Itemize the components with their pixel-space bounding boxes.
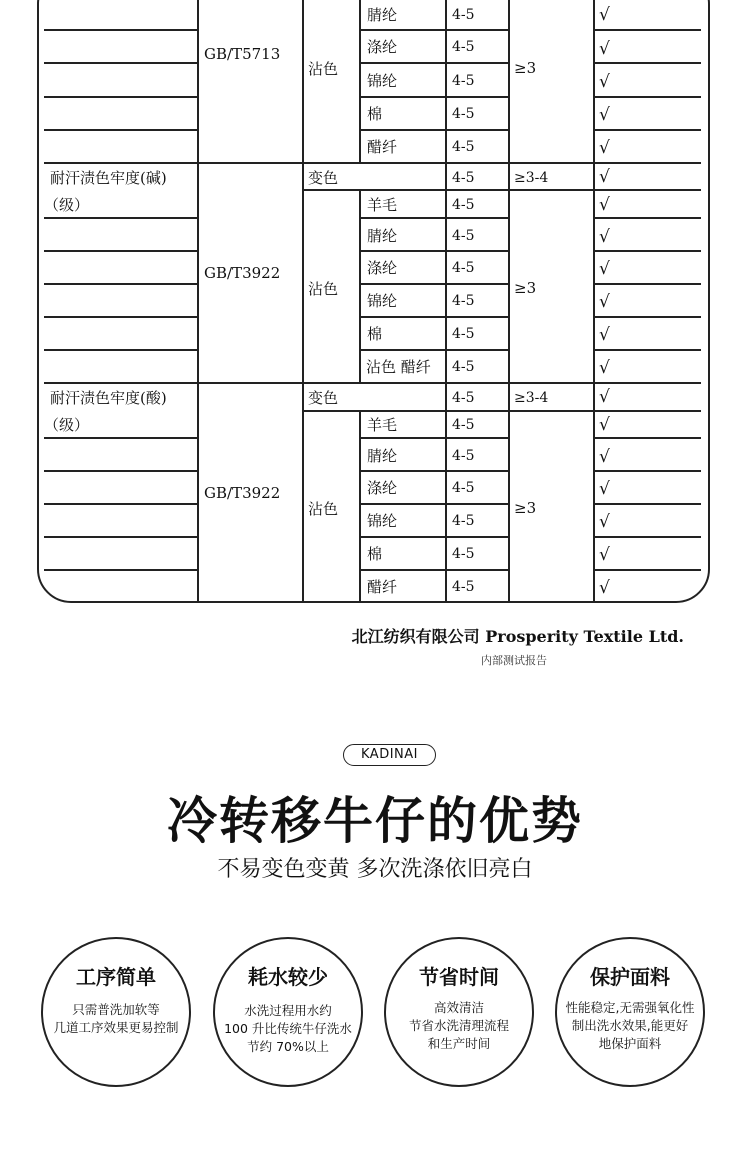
row-line: [44, 283, 198, 285]
row-line: [359, 316, 509, 318]
company-name: 北江纺织有限公司 Prosperity Textile Ltd.: [351, 627, 684, 646]
report-subtitle: 内部测试报告: [481, 654, 547, 667]
grade-value: 4-5: [452, 293, 475, 309]
row-line: [593, 437, 701, 439]
grade-value: 4-5: [452, 546, 475, 562]
fiber-name: 棉: [367, 545, 383, 563]
feature-line: 节省水洗清理流程: [408, 1018, 509, 1033]
stain-label: 沾色: [308, 280, 339, 298]
fiber-name: 羊毛: [367, 416, 398, 434]
row-line: [44, 217, 198, 219]
row-line: [44, 250, 198, 252]
grade-value: 4-5: [452, 170, 475, 186]
pass-check: √: [599, 358, 610, 378]
section-subheadline: 不易变色变黄 多次洗涤依旧亮白: [217, 857, 533, 882]
col-line: [359, 0, 361, 162]
row-line: [44, 96, 198, 98]
test-item-label: 耐汗渍色牢度(碱): [50, 169, 167, 187]
feature-circle-water: [213, 937, 363, 1087]
grade-value: 4-5: [452, 260, 475, 276]
requirement-value: ≥3: [514, 59, 537, 77]
row-line: [359, 349, 509, 351]
feature-line: 节约 70%以上: [247, 1039, 329, 1054]
pass-check: √: [599, 167, 610, 187]
col-line: [445, 0, 447, 603]
row-line: [44, 503, 198, 505]
grade-value: 4-5: [452, 139, 475, 155]
row-line: [359, 470, 509, 472]
feature-line: 性能稳定,无需强氧化性: [565, 1000, 695, 1015]
grade-value: 4-5: [452, 480, 475, 496]
standard-code: GB/T3922: [204, 264, 281, 282]
row-line: [44, 536, 198, 538]
pass-check: √: [599, 447, 610, 467]
feature-description: [39, 1001, 193, 1037]
row-line: [593, 470, 701, 472]
fiber-name: 羊毛: [367, 196, 398, 214]
color-change-label: 变色: [308, 169, 339, 187]
pass-check: √: [599, 227, 610, 247]
row-line: [359, 437, 509, 439]
row-line: [593, 29, 701, 31]
grade-value: 4-5: [452, 448, 475, 464]
pass-check: √: [599, 292, 610, 312]
row-line: [44, 437, 198, 439]
feature-description: [211, 1002, 365, 1056]
row-line: [359, 283, 509, 285]
feature-title: 耗水较少: [248, 965, 328, 989]
feature-line: 只需普洗加软等: [72, 1002, 160, 1017]
pass-check: √: [599, 545, 610, 565]
grade-value: 4-5: [452, 326, 475, 342]
row-line: [44, 316, 198, 318]
grade-value: 4-5: [452, 39, 475, 55]
requirement-value: ≥3-4: [514, 170, 549, 186]
feature-line: 地保护面料: [598, 1036, 662, 1051]
pass-check: √: [599, 415, 610, 435]
section-line: [44, 382, 701, 384]
col-line: [197, 0, 199, 603]
feature-circle-process: [41, 937, 191, 1087]
row-line: [44, 62, 198, 64]
fiber-name: 棉: [367, 325, 383, 343]
pass-check: √: [599, 578, 610, 598]
row-line: [44, 569, 198, 571]
feature-title: 工序简单: [76, 965, 156, 989]
feature-circle-time: [384, 937, 534, 1087]
standard-code: GB/T3922: [204, 484, 281, 502]
section-line: [44, 162, 701, 164]
row-line: [44, 349, 198, 351]
pass-check: √: [599, 105, 610, 125]
fiber-name: 涤纶: [367, 259, 398, 277]
row-line: [302, 410, 701, 412]
row-line: [359, 250, 509, 252]
feature-line: 100 升比传统牛仔洗水: [224, 1021, 352, 1036]
row-line: [593, 96, 701, 98]
unit-label: （级）: [44, 196, 90, 214]
fiber-name: 棉: [367, 105, 383, 123]
pass-check: √: [599, 72, 610, 92]
pass-check: √: [599, 138, 610, 158]
grade-value: 4-5: [452, 359, 475, 375]
grade-value: 4-5: [452, 579, 475, 595]
row-line: [593, 349, 701, 351]
fiber-name: 腈纶: [367, 447, 398, 465]
unit-label: （级）: [44, 416, 90, 434]
row-line: [302, 189, 701, 191]
row-line: [44, 129, 198, 131]
stain-label: 沾色: [308, 500, 339, 518]
row-line: [593, 283, 701, 285]
col-line: [302, 0, 304, 603]
feature-line: 几道工序效果更易控制: [53, 1020, 179, 1035]
row-line: [593, 250, 701, 252]
row-line: [359, 96, 509, 98]
grade-value: 4-5: [452, 197, 475, 213]
fiber-name: 涤纶: [367, 38, 398, 56]
row-line: [593, 536, 701, 538]
feature-description: [553, 999, 707, 1053]
color-change-label: 变色: [308, 389, 339, 407]
row-line: [44, 470, 198, 472]
grade-value: 4-5: [452, 228, 475, 244]
row-line: [593, 62, 701, 64]
section-headline: 冷转移牛仔的优势: [167, 792, 583, 850]
row-line: [593, 316, 701, 318]
requirement-value: ≥3: [514, 499, 537, 517]
pass-check: √: [599, 5, 610, 25]
grade-value: 4-5: [452, 106, 475, 122]
grade-value: 4-5: [452, 513, 475, 529]
row-line: [44, 29, 198, 31]
row-line: [359, 536, 509, 538]
fiber-name: 腈纶: [367, 6, 398, 24]
fiber-name: 锦纶: [367, 72, 398, 90]
row-line: [359, 503, 509, 505]
requirement-value: ≥3-4: [514, 390, 549, 406]
row-line: [593, 569, 701, 571]
fiber-name: 锦纶: [367, 292, 398, 310]
feature-line: 制出洗水效果,能更好: [571, 1018, 689, 1033]
row-line: [593, 503, 701, 505]
row-line: [359, 217, 509, 219]
pass-check: √: [599, 387, 610, 407]
pass-check: √: [599, 479, 610, 499]
grade-value: 4-5: [452, 390, 475, 406]
fiber-name: 沾色 醋纤: [366, 358, 431, 376]
fiber-name: 醋纤: [367, 138, 398, 156]
col-line: [593, 0, 595, 603]
feature-line: 和生产时间: [427, 1036, 491, 1051]
feature-description: [382, 999, 536, 1053]
fiber-name: 涤纶: [367, 479, 398, 497]
feature-line: 水洗过程用水约: [244, 1003, 332, 1018]
feature-line: 高效清洁: [433, 1000, 484, 1015]
row-line: [359, 62, 509, 64]
grade-value: 4-5: [452, 7, 475, 23]
row-line: [359, 129, 509, 131]
feature-title: 保护面料: [590, 965, 670, 989]
row-line: [593, 217, 701, 219]
fiber-name: 锦纶: [367, 512, 398, 530]
requirement-value: ≥3: [514, 279, 537, 297]
pass-check: √: [599, 195, 610, 215]
row-line: [359, 29, 509, 31]
stain-label: 沾色: [308, 60, 339, 78]
feature-title: 节省时间: [419, 965, 499, 989]
feature-circle-fabric: [555, 937, 705, 1087]
fiber-name: 腈纶: [367, 227, 398, 245]
pass-check: √: [599, 512, 610, 532]
standard-code: GB/T5713: [204, 45, 281, 63]
pass-check: √: [599, 259, 610, 279]
row-line: [359, 569, 509, 571]
row-line: [593, 129, 701, 131]
pass-check: √: [599, 39, 610, 59]
test-item-label: 耐汗渍色牢度(酸): [50, 389, 167, 407]
col-line: [508, 0, 510, 603]
grade-value: 4-5: [452, 73, 475, 89]
pass-check: √: [599, 325, 610, 345]
brand-badge: KADINAI: [343, 744, 436, 766]
fiber-name: 醋纤: [367, 578, 398, 596]
grade-value: 4-5: [452, 417, 475, 433]
